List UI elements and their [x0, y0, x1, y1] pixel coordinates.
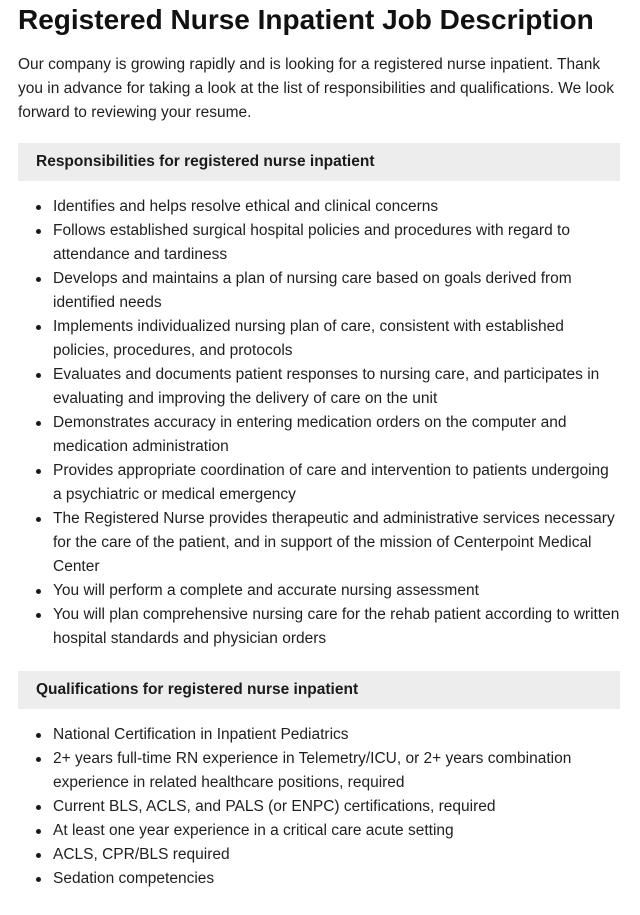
list-item: Evaluates and documents patient responses to nursing care, and participates in evaluating and improving the delivery of care on the unit	[53, 363, 620, 411]
list-item: Develops and maintains a plan of nursing care based on goals derived from identified needs	[53, 267, 620, 315]
list-item: Demonstrates accuracy in entering medication orders on the computer and medication administration	[53, 411, 620, 459]
list-item: At least one year experience in a critical care acute setting	[53, 819, 620, 843]
qualifications-list	[18, 723, 620, 891]
responsibilities-list	[18, 195, 620, 651]
list-item: Identifies and helps resolve ethical and clinical concerns	[53, 195, 620, 219]
list-item: Sedation competencies	[53, 867, 620, 891]
list-item: You will perform a complete and accurate nursing assessment	[53, 579, 620, 603]
qualifications-heading: Qualifications for registered nurse inpatient	[18, 671, 620, 709]
list-item: 2+ years full-time RN experience in Telemetry/ICU, or 2+ years combination experience in related healthcare positions, required	[53, 747, 620, 795]
list-item: Follows established surgical hospital policies and procedures with regard to attendance and tardiness	[53, 219, 620, 267]
list-item: National Certification in Inpatient Pediatrics	[53, 723, 620, 747]
list-item: ACLS, CPR/BLS required	[53, 843, 620, 867]
intro-paragraph: Our company is growing rapidly and is looking for a registered nurse inpatient. Thank you in advance for taking a look at the list of responsibilities and qualifications. We look forward to reviewing your resume.	[18, 56, 614, 121]
list-item: Provides appropriate coordination of care and intervention to patients undergoing a psychiatric or medical emergency	[53, 459, 620, 507]
list-item: Implements individualized nursing plan of care, consistent with established policies, procedures, and protocols	[53, 315, 620, 363]
list-item: Current BLS, ACLS, and PALS (or ENPC) certifications, required	[53, 795, 620, 819]
list-item: You will plan comprehensive nursing care for the rehab patient according to written hospital standards and physician orders	[53, 603, 620, 651]
list-item: The Registered Nurse provides therapeutic and administrative services necessary for the care of the patient, and in support of the mission of Centerpoint Medical Center	[53, 507, 620, 579]
page-title: Registered Nurse Inpatient Job Description	[18, 4, 594, 35]
responsibilities-heading: Responsibilities for registered nurse inpatient	[18, 143, 620, 181]
